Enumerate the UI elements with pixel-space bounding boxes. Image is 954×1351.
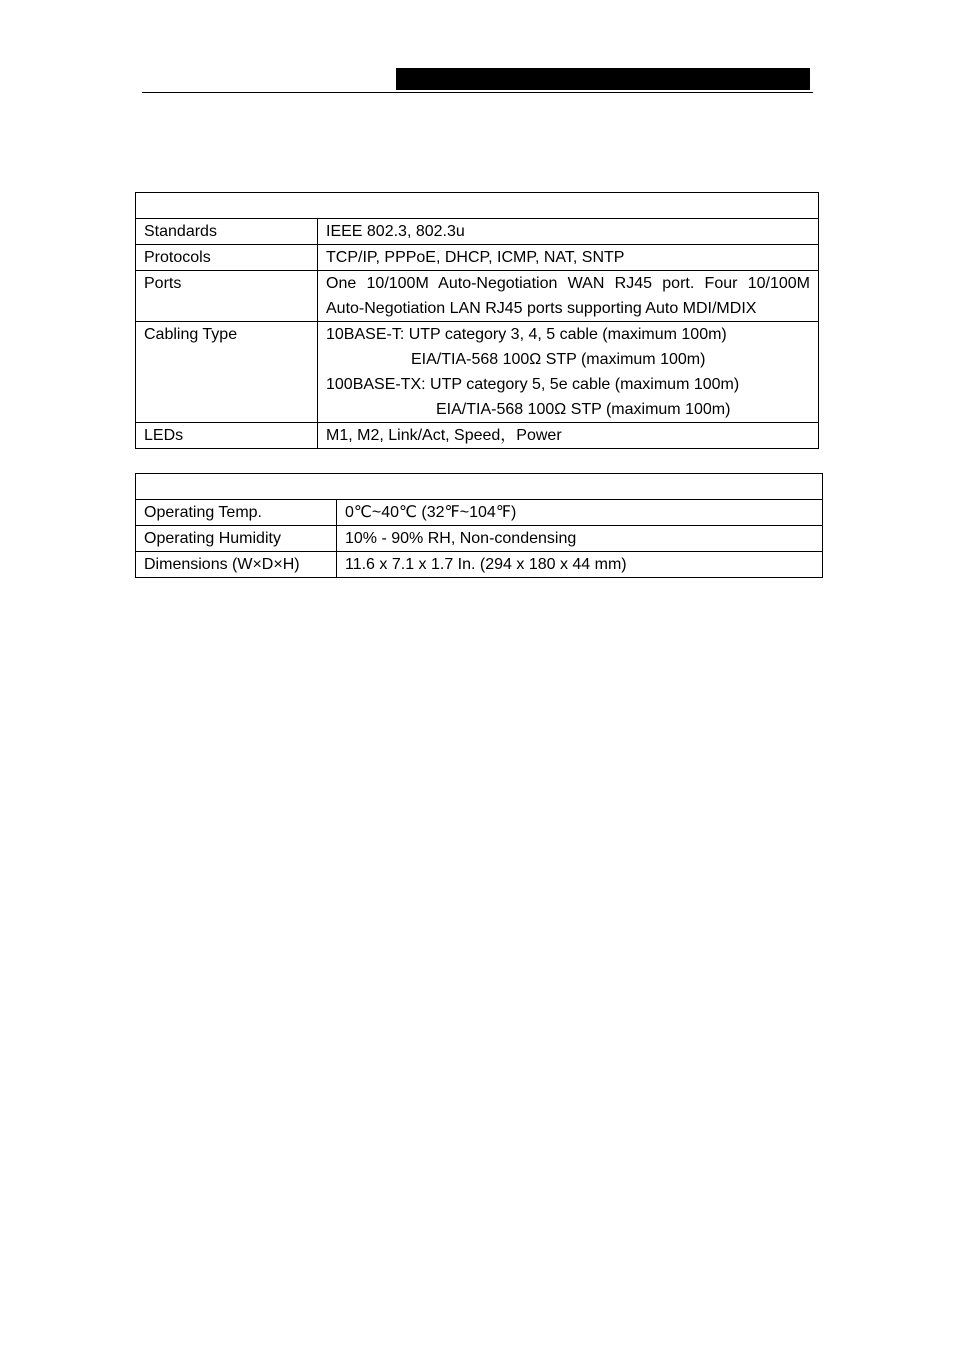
table-header-cell [136,193,819,219]
row-value-multiline [318,322,819,423]
cabling-line: 100BASE-TX: UTP category 5, 5e cable (maximum 100m) [326,376,740,393]
row-value: IEEE 802.3, 802.3u [318,219,819,245]
table-header-row [136,474,823,500]
row-value: 10% - 90% RH, Non-condensing [337,526,823,552]
row-value: M1, M2, Link/Act, Speed，Power [318,423,819,449]
row-label: Operating Humidity [136,526,337,552]
row-value: One 10/100M Auto-Negotiation WAN RJ45 port. Four 10/100M Auto-Negotiation LAN RJ45 ports supporting Auto MDI/MDIX [318,271,819,322]
table-row [136,552,823,578]
row-label: Ports [136,271,318,322]
table-row [136,322,819,423]
table-row [136,219,819,245]
table-row [136,500,823,526]
row-value: TCP/IP, PPPoE, DHCP, ICMP, NAT, SNTP [318,245,819,271]
row-value: 0℃~40℃ (32℉~104℉) [337,500,823,526]
cabling-line: EIA/TIA-568 100Ω STP (maximum 100m) [436,401,731,418]
table-row [136,245,819,271]
cabling-line: EIA/TIA-568 100Ω STP (maximum 100m) [411,351,706,368]
table-header-row [136,193,819,219]
header-rule [142,92,813,93]
table-header-cell [136,474,823,500]
physical-spec-table [135,473,823,578]
row-label: Cabling Type [136,322,318,423]
row-label: Protocols [136,245,318,271]
row-label: LEDs [136,423,318,449]
row-value: 11.6 x 7.1 x 1.7 In. (294 x 180 x 44 mm) [337,552,823,578]
header-bar [396,68,810,90]
general-spec-table [135,192,819,449]
row-label: Standards [136,219,318,245]
row-label: Dimensions (W×D×H) [136,552,337,578]
table-row [136,271,819,322]
row-label: Operating Temp. [136,500,337,526]
table-row [136,423,819,449]
table-row [136,526,823,552]
cabling-line: 10BASE-T: UTP category 3, 4, 5 cable (maximum 100m) [326,326,727,343]
